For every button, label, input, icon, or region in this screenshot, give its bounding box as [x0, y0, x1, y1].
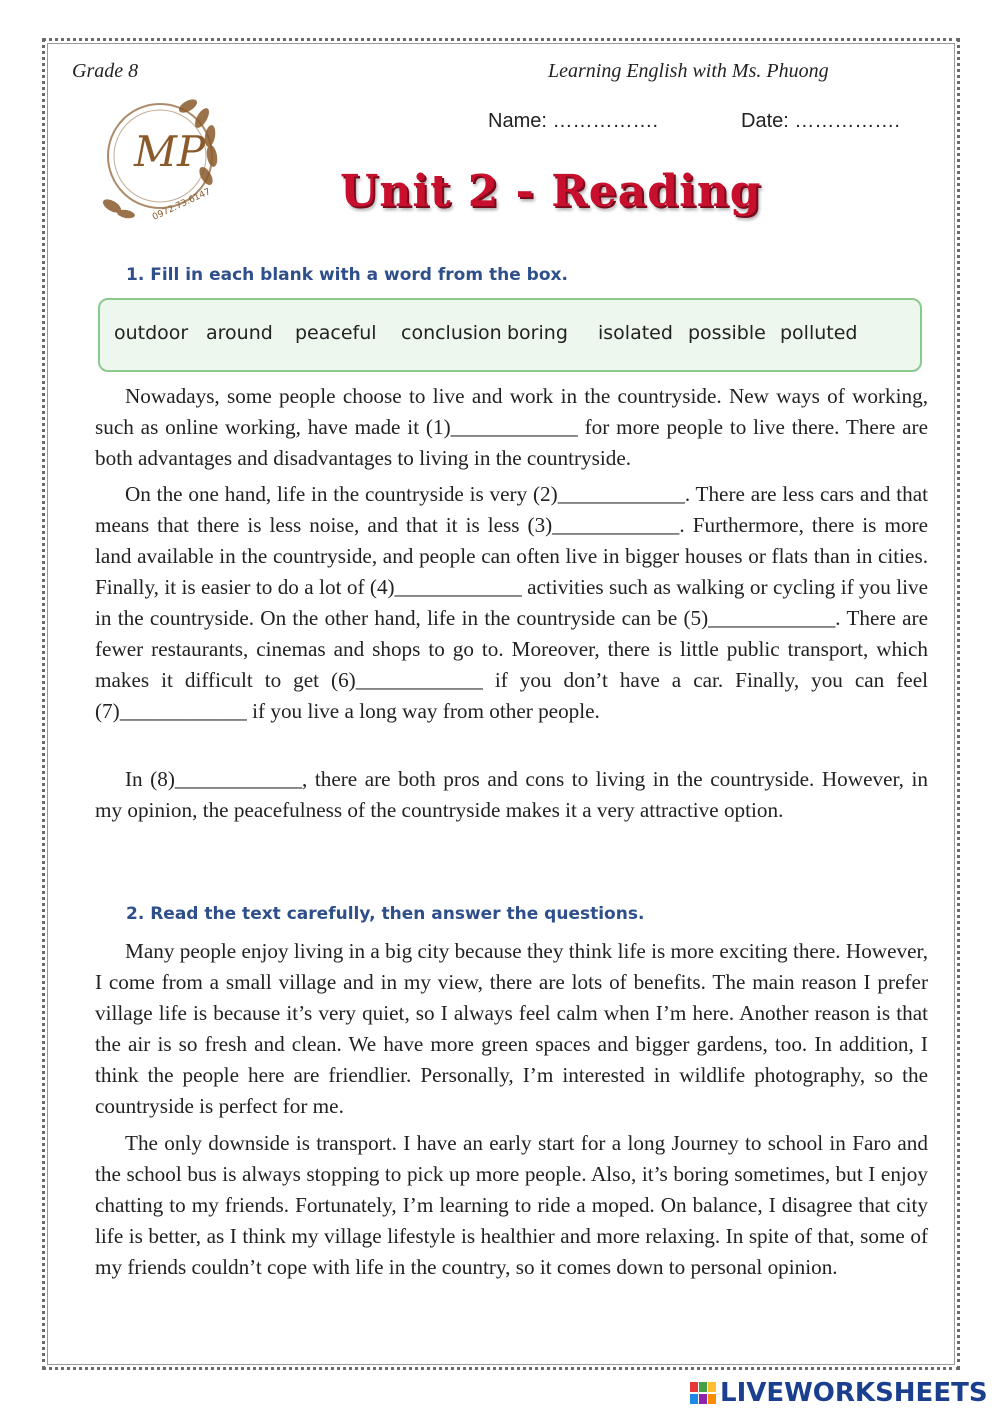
liveworksheets-watermark[interactable] — [690, 1378, 988, 1408]
name-field[interactable]: Name: ……………. — [488, 110, 659, 132]
date-field[interactable]: Date: ……………. — [741, 110, 900, 132]
exercise1-paragraph: On the one hand, life in the countryside is very (2)____________. There are less cars and that means that there is less noise, and that it is less (3)____________. Furthermore, there is more land available in the countryside, and people can often live in bigger houses or flats than in cities. Finally, it is easier to do a lot of (4)____________ activities such as walking or cycling if you live in the countryside. On the other hand, life in the countryside can be (5)____________. There are fewer restaurants, cinemas and shops to go to. Moreover, there is little public transport, which makes it difficult to get (6)____________ if you don’t have a car. Finally, you can feel (7)____________ if you live a long way from other people. — [95, 482, 928, 723]
liveworksheets-logo-icon — [690, 1382, 716, 1404]
exercise2-heading: 2. Read the text carefully, then answer the questions. — [126, 904, 645, 924]
course-label: Learning English with Ms. Phuong — [548, 60, 829, 82]
page-title: Unit 2 - Reading — [340, 166, 762, 217]
grade-label: Grade 8 — [72, 60, 139, 82]
word-box-item: polluted — [780, 322, 858, 344]
word-box-item: peaceful — [295, 322, 377, 344]
exercise1-heading: 1. Fill in each blank with a word from the box. — [126, 265, 568, 285]
word-box-item: isolated — [598, 322, 673, 344]
word-box-item: boring — [507, 322, 568, 344]
exercise2-paragraph: Many people enjoy living in a big city because they think life is more exciting there. However, I come from a small village and in my view, there are lots of benefits. The main reason I prefer village life is because it’s very quiet, so I always feel calm when I’m here. Another reason is that the air is so fresh and clean. We have more green spaces and bigger gardens, too. In addition, I think the people here are friendlier. Personally, I’m interested in wildlife photography, so the countryside is perfect for me. — [95, 939, 928, 1118]
logo-phone: 0972.73.6147 — [151, 187, 213, 223]
word-box-item: outdoor — [114, 322, 189, 344]
exercise2-paragraph: The only downside is transport. I have an early start for a long Journey to school in Faro and the school bus is always stopping to pick up more people. Also, it’s boring sometimes, but I enjoy chatting to my friends. Fortunately, I’m learning to ride a moped. On balance, I disagree that city life is better, as I think my village lifestyle is healthier and more relaxing. In spite of that, some of my friends couldn’t cope with life in the country, so it comes down to personal opinion. — [95, 1131, 928, 1279]
wreath-monogram-logo — [92, 88, 232, 228]
exercise1-paragraph: Nowadays, some people choose to live and work in the countryside. New ways of working, such as online working, have made it (1)____________ for more people to live there. There are both advantages and disadvantages to living in the countryside. — [95, 384, 928, 470]
word-box-item: possible — [688, 322, 766, 344]
liveworksheets-brand: LIVEWORKSHEETS — [720, 1378, 988, 1408]
exercise1-paragraph: In (8)____________, there are both pros and cons to living in the countryside. However, in my opinion, the peacefulness of the countryside makes it a very attractive option. — [95, 767, 928, 822]
word-box-item: around — [206, 322, 273, 344]
word-box-item: conclusion — [401, 322, 502, 344]
logo-monogram: MP — [134, 127, 206, 176]
